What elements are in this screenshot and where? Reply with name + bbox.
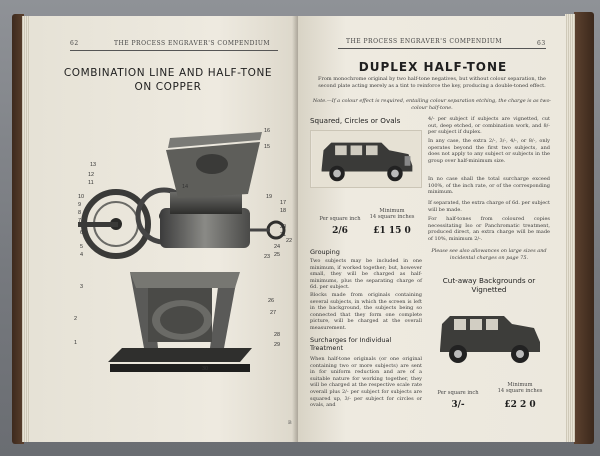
callout-14: 14 bbox=[182, 184, 189, 190]
right-page bbox=[298, 16, 566, 442]
section1-heading: Squared, Circles or Ovals bbox=[310, 116, 401, 125]
left-title-line2: ON COPPER bbox=[134, 81, 202, 93]
section2-heading-line1: Cut-away Backgrounds or bbox=[442, 276, 536, 285]
right-page-number: 63 bbox=[537, 40, 546, 47]
callout-11: 11 bbox=[88, 180, 94, 186]
machine-illustration bbox=[70, 112, 293, 382]
price1-per-inch: 2/6 bbox=[332, 226, 348, 236]
callout-3: 3 bbox=[80, 284, 84, 290]
price2-per-inch: 3/- bbox=[451, 400, 465, 410]
car-image-squared bbox=[310, 130, 422, 188]
surcharge-text: When half-tone originals (or one original containing two or more subjects) are sent in for uniform reduction and are of a suitable nature for working together, they will be charged at the respective scale rate overall plus 2/- per subject for subjects are squared up, 3/- per subject for circles or ovals, and bbox=[310, 356, 422, 409]
callout-2: 2 bbox=[74, 316, 78, 322]
callout-26: 26 bbox=[268, 298, 275, 304]
right-col-text-6: Please see also allowances on large sizes and incidental charges on page 75. bbox=[431, 248, 547, 261]
right-col-text-2: In any case, the extra 2/-, 3/-, 4/-, or 8/-, only operates beyond the first two subjects, and does not apply to any subject or subjects in the group over half-minimum size. bbox=[428, 138, 550, 164]
callout-30: 30 bbox=[202, 366, 209, 372]
callout-8: 8 bbox=[78, 210, 82, 216]
right-col-text-5: For half-tones from coloured copies necessitating Iso or Panchromatic treatment, produced direct, an extra charge will be made of 10%, minimum 2/-. bbox=[428, 216, 550, 242]
callout-6: 6 bbox=[80, 230, 84, 236]
callout-16: 16 bbox=[264, 128, 271, 134]
callout-29: 29 bbox=[274, 342, 281, 348]
page-edges-left bbox=[22, 16, 30, 442]
left-footer-mark: B bbox=[288, 420, 292, 426]
price1-minimum: £1 15 0 bbox=[373, 226, 411, 236]
callout-22: 22 bbox=[286, 238, 293, 244]
callout-23: 23 bbox=[264, 254, 271, 260]
price1-label-right: Minimum 14 square inches bbox=[369, 208, 415, 221]
page-edges-right bbox=[565, 14, 575, 442]
callout-19: 19 bbox=[266, 194, 273, 200]
price1-label-left: Per square inch bbox=[319, 216, 361, 222]
callout-12: 12 bbox=[88, 172, 95, 178]
callout-25: 25 bbox=[274, 252, 281, 258]
callout-17: 17 bbox=[280, 200, 287, 206]
right-col-text-1: 4/- per subject if subjects are vignetted, cut out, deep etched, or combination work, and 8/- per subject if duplex. bbox=[428, 116, 550, 136]
callout-9: 9 bbox=[78, 202, 82, 208]
callout-7: 7 bbox=[78, 218, 82, 224]
right-col-text-4: If separated, the extra charge of 6d. per subject will be made. bbox=[428, 200, 550, 213]
callout-20: 20 bbox=[280, 224, 287, 230]
book-cover-right bbox=[574, 12, 594, 444]
section2-heading bbox=[428, 276, 550, 294]
price2-label-left: Per square inch bbox=[437, 390, 479, 396]
car-image-vignetted bbox=[434, 306, 546, 368]
surcharge-heading: Surcharges for Individual Treatment bbox=[310, 336, 392, 352]
grouping-heading: Grouping bbox=[310, 248, 340, 256]
left-page-title bbox=[54, 66, 282, 94]
callout-15: 15 bbox=[264, 144, 271, 150]
grouping-text: Two subjects may be included in one minimum, if worked together; but, however small, they will be charged as half-minimums, plus the separating charge of 6d. per subject. bbox=[310, 258, 422, 291]
callout-28: 28 bbox=[274, 332, 281, 338]
callout-10: 10 bbox=[78, 194, 85, 200]
callout-4: 4 bbox=[80, 252, 84, 258]
left-page bbox=[30, 16, 298, 442]
right-head-rule bbox=[338, 48, 546, 49]
section2-heading-line2: Vignetted bbox=[471, 285, 507, 294]
note-text: Note.—If a colour effect is required, entailing colour separation etching, the charge is as two-colour half-tone. bbox=[312, 98, 552, 111]
intro-text: From monochrome original by two half-tone negatives, but without colour separation, the second plate acting merely as a tint to reinforce the key, producing a double-toned effect. bbox=[318, 76, 546, 89]
price2-label-right: Minimum 14 square inches bbox=[497, 382, 543, 395]
price2-minimum: £2 2 0 bbox=[504, 400, 536, 410]
left-head-rule bbox=[70, 50, 278, 51]
callout-18: 18 bbox=[280, 208, 287, 214]
right-col-text-3: In no case shall the total surcharge exceed 100%, of the inch rate, or of the corresponding minimum. bbox=[428, 176, 550, 196]
right-running-head: THE PROCESS ENGRAVER'S COMPENDIUM bbox=[346, 38, 503, 45]
left-running-head: THE PROCESS ENGRAVER'S COMPENDIUM bbox=[114, 40, 271, 47]
left-title-line1: COMBINATION LINE AND HALF-TONE bbox=[63, 67, 273, 79]
left-page-number: 62 bbox=[70, 40, 79, 47]
callout-24: 24 bbox=[274, 244, 281, 250]
callout-5: 5 bbox=[80, 244, 84, 250]
callout-21: 21 bbox=[280, 232, 287, 238]
callout-27: 27 bbox=[270, 310, 277, 316]
blocks-text: Blocks made from originals containing several subjects, in which the screen is left in the background, the subjects being so connected that they form one complete picture, will be charged at the overall measurement. bbox=[310, 292, 422, 331]
callout-1: 1 bbox=[74, 340, 78, 346]
callout-13: 13 bbox=[90, 162, 97, 168]
right-page-title: DUPLEX HALF-TONE bbox=[358, 60, 508, 74]
